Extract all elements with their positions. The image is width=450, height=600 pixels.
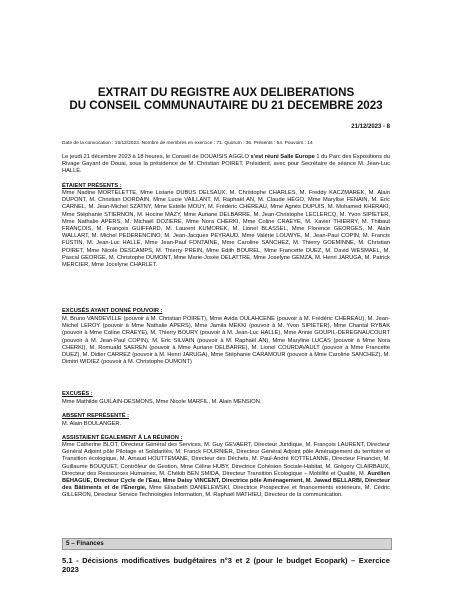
intro-text-bold: s'est réuni Salle Europe [250,154,315,160]
excused-list: Mme Mathilde GUILAIN-DESMONS, Mme Nicole MARFIL, M. Alain MENSION. [62,399,262,405]
attendees-text-bold: Aurélien BEHAGUE, Directeur Cycle de l'Eau, Mme Daisy VINCENT, Directrice pôle Aménagement, M. Jawad BELLARBI, Directeur des Bâtiments et de l'Énergie, [62,470,390,492]
excused-heading: EXCUSÉS : [62,391,93,397]
attendees-text-start: Mme Catherine BLOT, Directeur Général des Services, M. Guy GEVAERT, Directeur Juridique, M. François LAURENT, Directeur Général Adjoint pôle Pilotage et Solidarités, M. Franck FOURNIER, Directeur Général Adjoint pôle Aménagement du territoire et Transition écologique, M. Arnaud HOUTTEMANE, Directeur des Déchets, M. Paul-André KOTTELANNE, Directeur Financier, M. Guillaume BOUQUET, Contrôleur de Gestion, Mme Céline HUBY, Directrice Cohésion Sociale-Habitat, M. Grégory CLAIRBAUX, Directeur des Ressources Humaines, M. Chékib BEN SMIDA, Directeur Transition Écologique – Mobilité et Qualité, M. [62,442,390,477]
attendees-text-end: Mme Elisabeth DANIELEWSKI, Directrice Prospective et financements extérieurs, M. Cédric GILLERON, Directeur Service Technologies Information, M. Raphaël MATHIEU, Directeur de la communication. [62,485,391,499]
intro-paragraph [62,154,390,176]
absent-represented-heading: ABSENT REPRÉSENTÉ : [62,413,129,419]
document-title-line-1: EXTRAIT DU REGISTRE AUX DELIBERATIONS [97,86,355,99]
absent-represented-list: M. Alain BOULANGER. [62,421,122,427]
subsection-title: 5.1 - Décisions modificatives budgétaires n°3 et 2 (pour le budget Ecopark) – Exercice 2023 [62,556,390,575]
intro-text-start: Le jeudi 21 décembre 2023 à 18 heures, le Conseil de DOUAISIS AGGLO [62,154,251,160]
section-title: 5 – Finances [66,540,104,547]
attendees-heading: ASSISTAIENT ÉGALEMENT À LA RÉUNION : [62,435,183,441]
section-banner [62,538,392,550]
proxies-list: M. Bruno VANDEVILLE (pouvoir à M. Christian POIRET), Mme Avida OULAHCENE (pouvoir à M. Frédéric CHEREAU), M. Jean-Michel LEROY (pouvoir à Mme Nathalie APERS), Mme Jamila MEKKI (pouvoir à M. Yvon SIPIETER), Mme Chantal RYBAK (pouvoir à Mme Coline CRAEYE), M. Thierry BOURY (pouvoir à M. Jean-Luc HALLÉ), Mme Annie GOUPIL-DEREGNAUCOURT (pouvoir à M. Jean-Paul COPIN), M. Eric SILVAIN (pouvoir à M. Raphaël AN), Mme Maryline LUCAS (pouvoir à Mme Nora CHERKI), M. Romuald SAEREN (pouvoir à Mme Auriane DELBARRE), M. Lionel COURDAVAULT (pouvoir à Mme Francette DUEZ), M. Didier CARREZ (pouvoir à M. Henri JARUGA), Mme Stéphanie CARAMOUR (pouvoir à Mme Caroline SANCHEZ), M. Dimitri WIDIEZ (pouvoir à M. Christophe DUMONT) [62,316,390,366]
convocation-info: Date de la convocation : 15/12/2023. Nombre de membres en exercice : 71. Quorum : 36. Présents : 54. Pouvoirs : 14 [62,141,313,146]
document-page [62,0,390,600]
presents-heading: ÉTAIENT PRÉSENTS : [62,183,122,189]
deliberation-reference: 21/12/2023 - 8 [351,124,390,130]
intro-text-end: 1 du Parc des Expositions du Rivage Gayant de Douai, sous la présidence de M. Christian POIRET, Président, avec pour Secrétaire de séance M. Jean-Luc HALLÉ. [62,154,390,175]
presents-list: Mme Nadine MORTELETTE, Mme Lisiane DUBUS DELSAUX, M. Christophe CHARLES, M. Freddy KACZMAREK, M. Alain DUPONT, M. Christian DORDAIN, Mme Lucie VAILLANT, M. Raphaël AN, M. Claude HÉGO, Mme Marylise FENAIN, M. Eric CARNEL, M. Jean-Michel SZATNY, Mme Estelle MOUY, M. Frédéric CHÉREAU, Mme Agnès DUPUIS, M. Mohamed KHERAKI, Mme Stéphanie STIERNON, M. Hocine MAZY, Mme Auriane DELBARRE, M. Jean-Christophe LECLERCQ, M. Yvon SIPIETER, Mme Nathalie APERS, M. Michaël DOZIERE, Mme Nora CHERKI, Mme Coline CRAEYE, M. Xavier THIERRY, M. Thibaut FRANÇOIS, M. François GUIFFARD, M. Laurent KUMOREK, M. Lionel BLASSEL, Mme Florence GEORGES, M. Alain WALLART, M. Michel PEDERENCINO, M. Jean-Jacques PEYRAUD, Mme Valérie LOUWYE, M. Jean-Paul COPIN, M. Francis FUSTIN, M. Jean-Luc HALLÉ, Mme Jean-Paul FONTAINE, Mme Caroline SANCHEZ, M. Thierry GOEMINNE, M. Christian POIRET, Mme Nicole DESCAMPS, M. Thierry PREIN, Mme Edith BOUREL, Mme Francette DUEZ, M. David WESMAEL, M. Pascal GEORGE, M. Christophe DUMONT, Mme Marie-Josée DELATTRE, Mme Joselyne GEMZA, M. Henri JARUGA, M. Patrick MERCIER, Mme Jocelyne CHARLET. [62,190,390,269]
attendees-list [62,442,390,500]
proxies-heading: EXCUSÉS AYANT DONNÉ POUVOIR : [62,308,163,314]
document-title-line-2: DU CONSEIL COMMUNAUTAIRE DU 21 DECEMBRE 2023 [69,99,383,112]
